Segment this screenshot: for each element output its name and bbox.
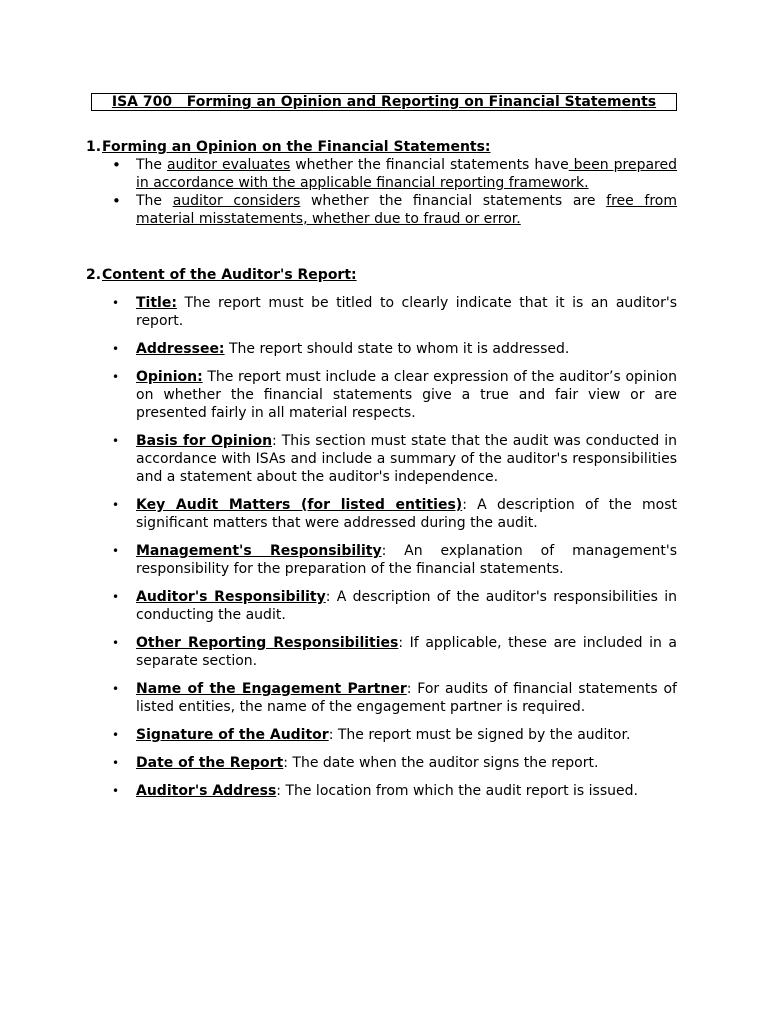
list-item-term: Name of the Engagement Partner (136, 681, 407, 697)
list-item-term: Auditor's Responsibility (136, 589, 326, 605)
list-item-term: Key Audit Matters (for listed entities) (136, 497, 463, 513)
list-item-term: Date of the Report (136, 755, 284, 771)
list-item-text: : For audits of financial statements of listed entities, the name of the engagement partner is required. (136, 681, 677, 715)
document-title: ISA 700 Forming an Opinion and Reporting on Financial Statements (91, 93, 677, 111)
list-item-text: The report must include a clear expression of the auditor’s opinion on whether the financial statements give a true and fair view or are presented fairly in all material respects. (136, 369, 677, 421)
list-item-text: The report must be titled to clearly indicate that it is an auditor's report. (136, 295, 677, 329)
list-item (136, 496, 677, 532)
list-item-term: Title: (136, 295, 177, 311)
section-1-number: 1. (86, 139, 102, 155)
section-2-number: 2. (86, 267, 102, 283)
list-item (136, 368, 677, 422)
list-item-text: : If applicable, these are included in a separate section. (136, 635, 677, 669)
list-item (136, 680, 677, 716)
list-item-text: : A description of the auditor's responsibilities in conducting the audit. (136, 589, 677, 623)
list-item (136, 754, 677, 772)
section-2-title: Content of the Auditor's Report: (102, 267, 357, 283)
section-2-heading (86, 266, 357, 284)
list-item (136, 726, 677, 744)
list-item (136, 294, 677, 330)
list-item (136, 634, 677, 670)
list-item-text: : The report must be signed by the auditor. (328, 727, 631, 743)
section-1-title: Forming an Opinion on the Financial Statements: (102, 139, 491, 155)
list-item (136, 542, 677, 578)
list-item-text: : The date when the auditor signs the report. (283, 755, 599, 771)
list-item-text: : A description of the most significant matters that were addressed during the audit. (136, 497, 677, 531)
list-item-term: Management's Responsibility (136, 543, 382, 559)
list-item-term: Auditor's Address (136, 783, 277, 799)
list-item (136, 588, 677, 624)
list-item-term: Addressee: (136, 341, 225, 357)
list-item-term: Other Reporting Responsibilities (136, 635, 399, 651)
list-item-text: The report should state to whom it is addressed. (224, 341, 570, 357)
list-item: • The auditor considers whether the financial statements are free from material misstatements, whether due to fraud or error. (136, 192, 677, 228)
list-item: • The auditor evaluates whether the financial statements have been prepared in accordance with the applicable financial reporting framework. (136, 156, 677, 192)
list-item-text: : The location from which the audit report is issued. (276, 783, 638, 799)
list-item-term: Opinion: (136, 369, 203, 385)
list-item (136, 432, 677, 486)
list-item (136, 340, 677, 358)
section-2-list (136, 294, 677, 810)
list-item-text: : This section must state that the audit was conducted in accordance with ISAs and include a summary of the auditor's responsibilities and a statement about the auditor's independence. (136, 433, 677, 485)
list-item (136, 782, 677, 800)
list-item-text: : An explanation of management's responsibility for the preparation of the financial statements. (136, 543, 677, 577)
list-item-term: Basis for Opinion (136, 433, 273, 449)
list-item-term: Signature of the Auditor (136, 727, 329, 743)
section-1-heading (86, 138, 491, 156)
section-1-list (136, 156, 677, 228)
